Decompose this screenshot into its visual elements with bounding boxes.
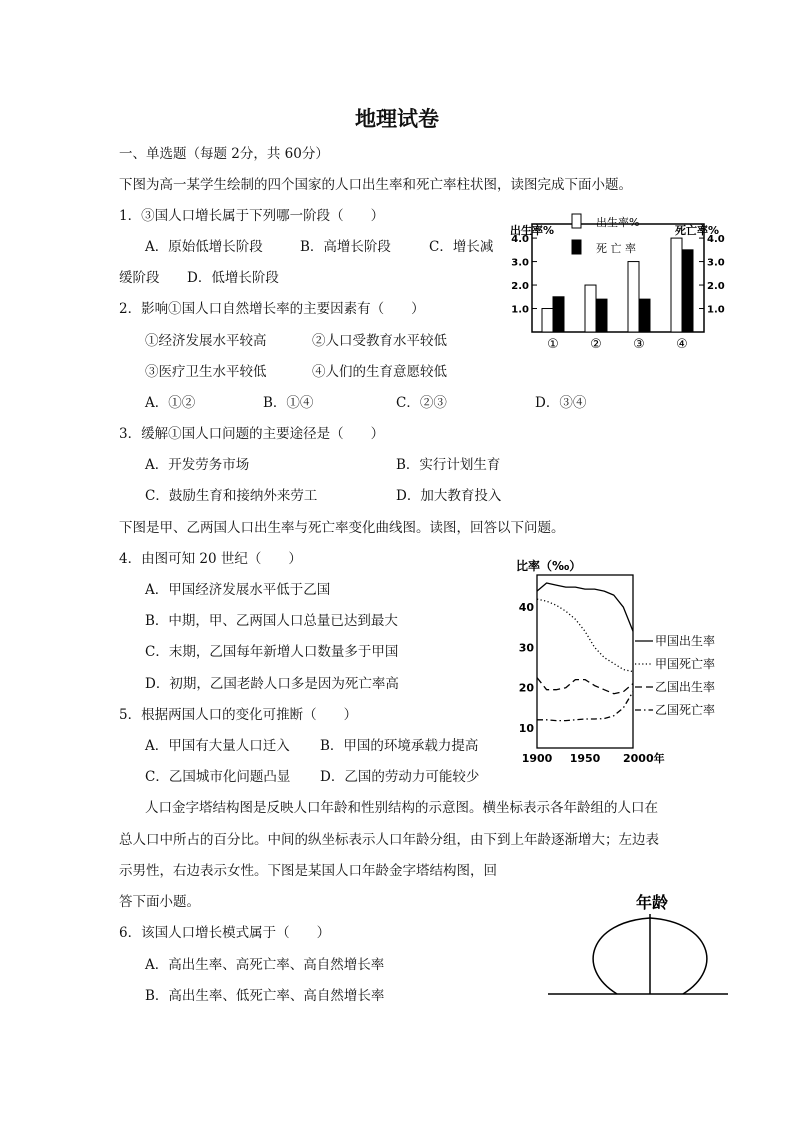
- population-pyramid-figure: [545, 888, 735, 1000]
- bar-chart-category-label: ③: [633, 337, 645, 352]
- question-5-stem: 5．根据两国人口的变化可推断（ ）: [119, 707, 358, 723]
- intro-text-3-line-3: 示男性，右边表示女性。下图是某国人口年龄金字塔结构图，回: [119, 863, 497, 879]
- question-5-option-a[interactable]: A．甲国有大量人口迁入: [145, 738, 290, 754]
- bar-chart-right-tick-label: 1.0: [707, 304, 725, 316]
- question-2-option-c[interactable]: C．②③: [396, 395, 447, 411]
- question-2-statement-4: ④人们的生育意愿较低: [312, 364, 447, 380]
- question-3-option-a[interactable]: A．开发劳务市场: [145, 457, 250, 473]
- bar-chart-left-tick-label: 3.0: [511, 257, 529, 269]
- birth-rate-bar: [671, 238, 682, 332]
- bar-chart-category-label: ②: [590, 337, 602, 352]
- intro-text-3-line-1: 人口金字塔结构图是反映人口年龄和性别结构的示意图。横坐标表示各年龄组的人口在: [145, 800, 658, 816]
- legend-death-rate-swatch: [572, 240, 581, 254]
- question-2-statement-2: ②人口受教育水平较低: [312, 333, 447, 349]
- birth-rate-bar: [628, 262, 639, 332]
- question-2-statement-3: ③医疗卫生水平较低: [145, 364, 267, 380]
- intro-text-3-line-2: 总人口中所占的百分比。中间的纵坐标表示人口年龄分组，由下到上年龄逐渐增大；左边表: [119, 832, 659, 848]
- legend-birth-rate-label: 出生率%: [596, 216, 640, 229]
- pyramid-axis-label: 年龄: [635, 893, 669, 912]
- jia-death-rate-line: [537, 599, 633, 672]
- question-1-option-a[interactable]: A．原始低增长阶段: [145, 239, 263, 255]
- birth-rate-bar: [585, 285, 596, 332]
- question-2-option-a[interactable]: A．①②: [145, 395, 196, 411]
- question-1-option-c-continued: 缓阶段: [119, 270, 160, 286]
- line-chart-y-tick-label: 20: [518, 681, 534, 695]
- birth-death-rate-line-chart: [512, 555, 752, 770]
- question-3-option-d[interactable]: D．加大教育投入: [396, 488, 502, 504]
- yi-death-rate-line: [537, 692, 633, 721]
- birth-rate-bar: [542, 309, 553, 332]
- bar-chart-left-tick-label: 4.0: [511, 234, 529, 246]
- intro-text-3-line-4: 答下面小题。: [119, 894, 200, 910]
- legend-label-jia-birth-rate-line: 甲国出生率: [655, 634, 716, 648]
- page-title: 地理试卷: [355, 107, 439, 131]
- intro-text-2: 下图是甲、乙两国人口出生率与死亡率变化曲线图。读图，回答以下问题。: [119, 520, 565, 536]
- question-1-option-b[interactable]: B．高增长阶段: [300, 239, 391, 255]
- question-2-option-d[interactable]: D．③④: [535, 395, 587, 411]
- line-chart-x-tick-label: 2000年: [623, 752, 665, 765]
- question-4-option-d[interactable]: D．初期，乙国老龄人口多是因为死亡率高: [145, 676, 399, 692]
- question-4-option-a[interactable]: A．甲国经济发展水平低于乙国: [145, 582, 331, 598]
- legend-label-jia-death-rate-line: 甲国死亡率: [655, 657, 716, 671]
- bar-chart-right-tick-label: 3.0: [707, 257, 725, 269]
- bar-chart-left-tick-label: 2.0: [511, 281, 529, 293]
- question-4-option-c[interactable]: C．末期，乙国每年新增人口数量多于甲国: [145, 644, 399, 660]
- legend-label-yi-death-rate-line: 乙国死亡率: [655, 703, 716, 717]
- jia-birth-rate-line: [537, 583, 633, 631]
- section-heading: 一、单选题（每题 2分，共 60分）: [119, 146, 329, 162]
- bar-chart-right-tick-label: 4.0: [707, 234, 725, 246]
- line-chart-y-tick-label: 10: [518, 721, 534, 735]
- bar-chart-category-label: ④: [676, 337, 688, 352]
- question-4-stem: 4．由图可知 20 世纪（ ）: [119, 551, 302, 567]
- question-2-option-b[interactable]: B．①④: [263, 395, 314, 411]
- question-6-stem: 6．该国人口增长模式属于（ ）: [119, 925, 331, 941]
- question-4-option-b[interactable]: B．中期，甲、乙两国人口总量已达到最大: [145, 613, 398, 629]
- line-chart-x-tick-label: 1900: [521, 752, 553, 765]
- death-rate-bar: [639, 299, 650, 332]
- legend-label-yi-birth-rate-line: 乙国出生率: [655, 680, 716, 694]
- death-rate-bar: [596, 299, 607, 332]
- line-chart-y-tick-label: 40: [518, 601, 534, 615]
- legend-death-rate-label: 死 亡 率: [596, 242, 636, 255]
- line-chart-y-axis-label: 比率（‰）: [516, 559, 582, 573]
- question-6-option-b[interactable]: B．高出生率、低死亡率、高自然增长率: [145, 988, 385, 1004]
- intro-text-1: 下图为高一某学生绘制的四个国家的人口出生率和死亡率柱状图，读图完成下面小题。: [119, 177, 632, 193]
- bar-chart-right-axis-label: 死亡率%: [675, 224, 720, 237]
- question-3-option-c[interactable]: C．鼓励生育和接纳外来劳工: [145, 488, 318, 504]
- bar-chart-left-tick-label: 1.0: [511, 304, 529, 316]
- yi-birth-rate-line: [537, 678, 633, 694]
- question-6-option-a[interactable]: A．高出生率、高死亡率、高自然增长率: [145, 957, 385, 973]
- legend-birth-rate-swatch: [572, 214, 581, 228]
- question-1-option-c[interactable]: C．增长减: [429, 239, 494, 255]
- question-3-stem: 3．缓解①国人口问题的主要途径是（ ）: [119, 426, 385, 442]
- death-rate-bar: [553, 297, 564, 332]
- question-2-stem: 2．影响①国人口自然增长率的主要因素有（ ）: [119, 301, 425, 317]
- question-1-stem: 1．③国人口增长属于下列哪一阶段（ ）: [119, 208, 385, 224]
- line-chart-y-tick-label: 30: [518, 641, 534, 655]
- line-chart-x-tick-label: 1950: [569, 752, 601, 765]
- question-3-option-b[interactable]: B．实行计划生育: [396, 457, 501, 473]
- question-5-option-b[interactable]: B．甲国的环境承载力提高: [320, 738, 479, 754]
- birth-death-rate-bar-chart: [500, 210, 740, 360]
- bar-chart-category-label: ①: [547, 337, 559, 352]
- question-1-option-d[interactable]: D．低增长阶段: [187, 270, 279, 286]
- question-2-statement-1: ①经济发展水平较高: [145, 333, 267, 349]
- bar-chart-left-axis-label: 出生率%: [510, 224, 555, 237]
- death-rate-bar: [682, 250, 693, 332]
- question-5-option-d[interactable]: D．乙国的劳动力可能较少: [320, 769, 480, 785]
- bar-chart-right-tick-label: 2.0: [707, 281, 725, 293]
- question-5-option-c[interactable]: C．乙国城市化问题凸显: [145, 769, 291, 785]
